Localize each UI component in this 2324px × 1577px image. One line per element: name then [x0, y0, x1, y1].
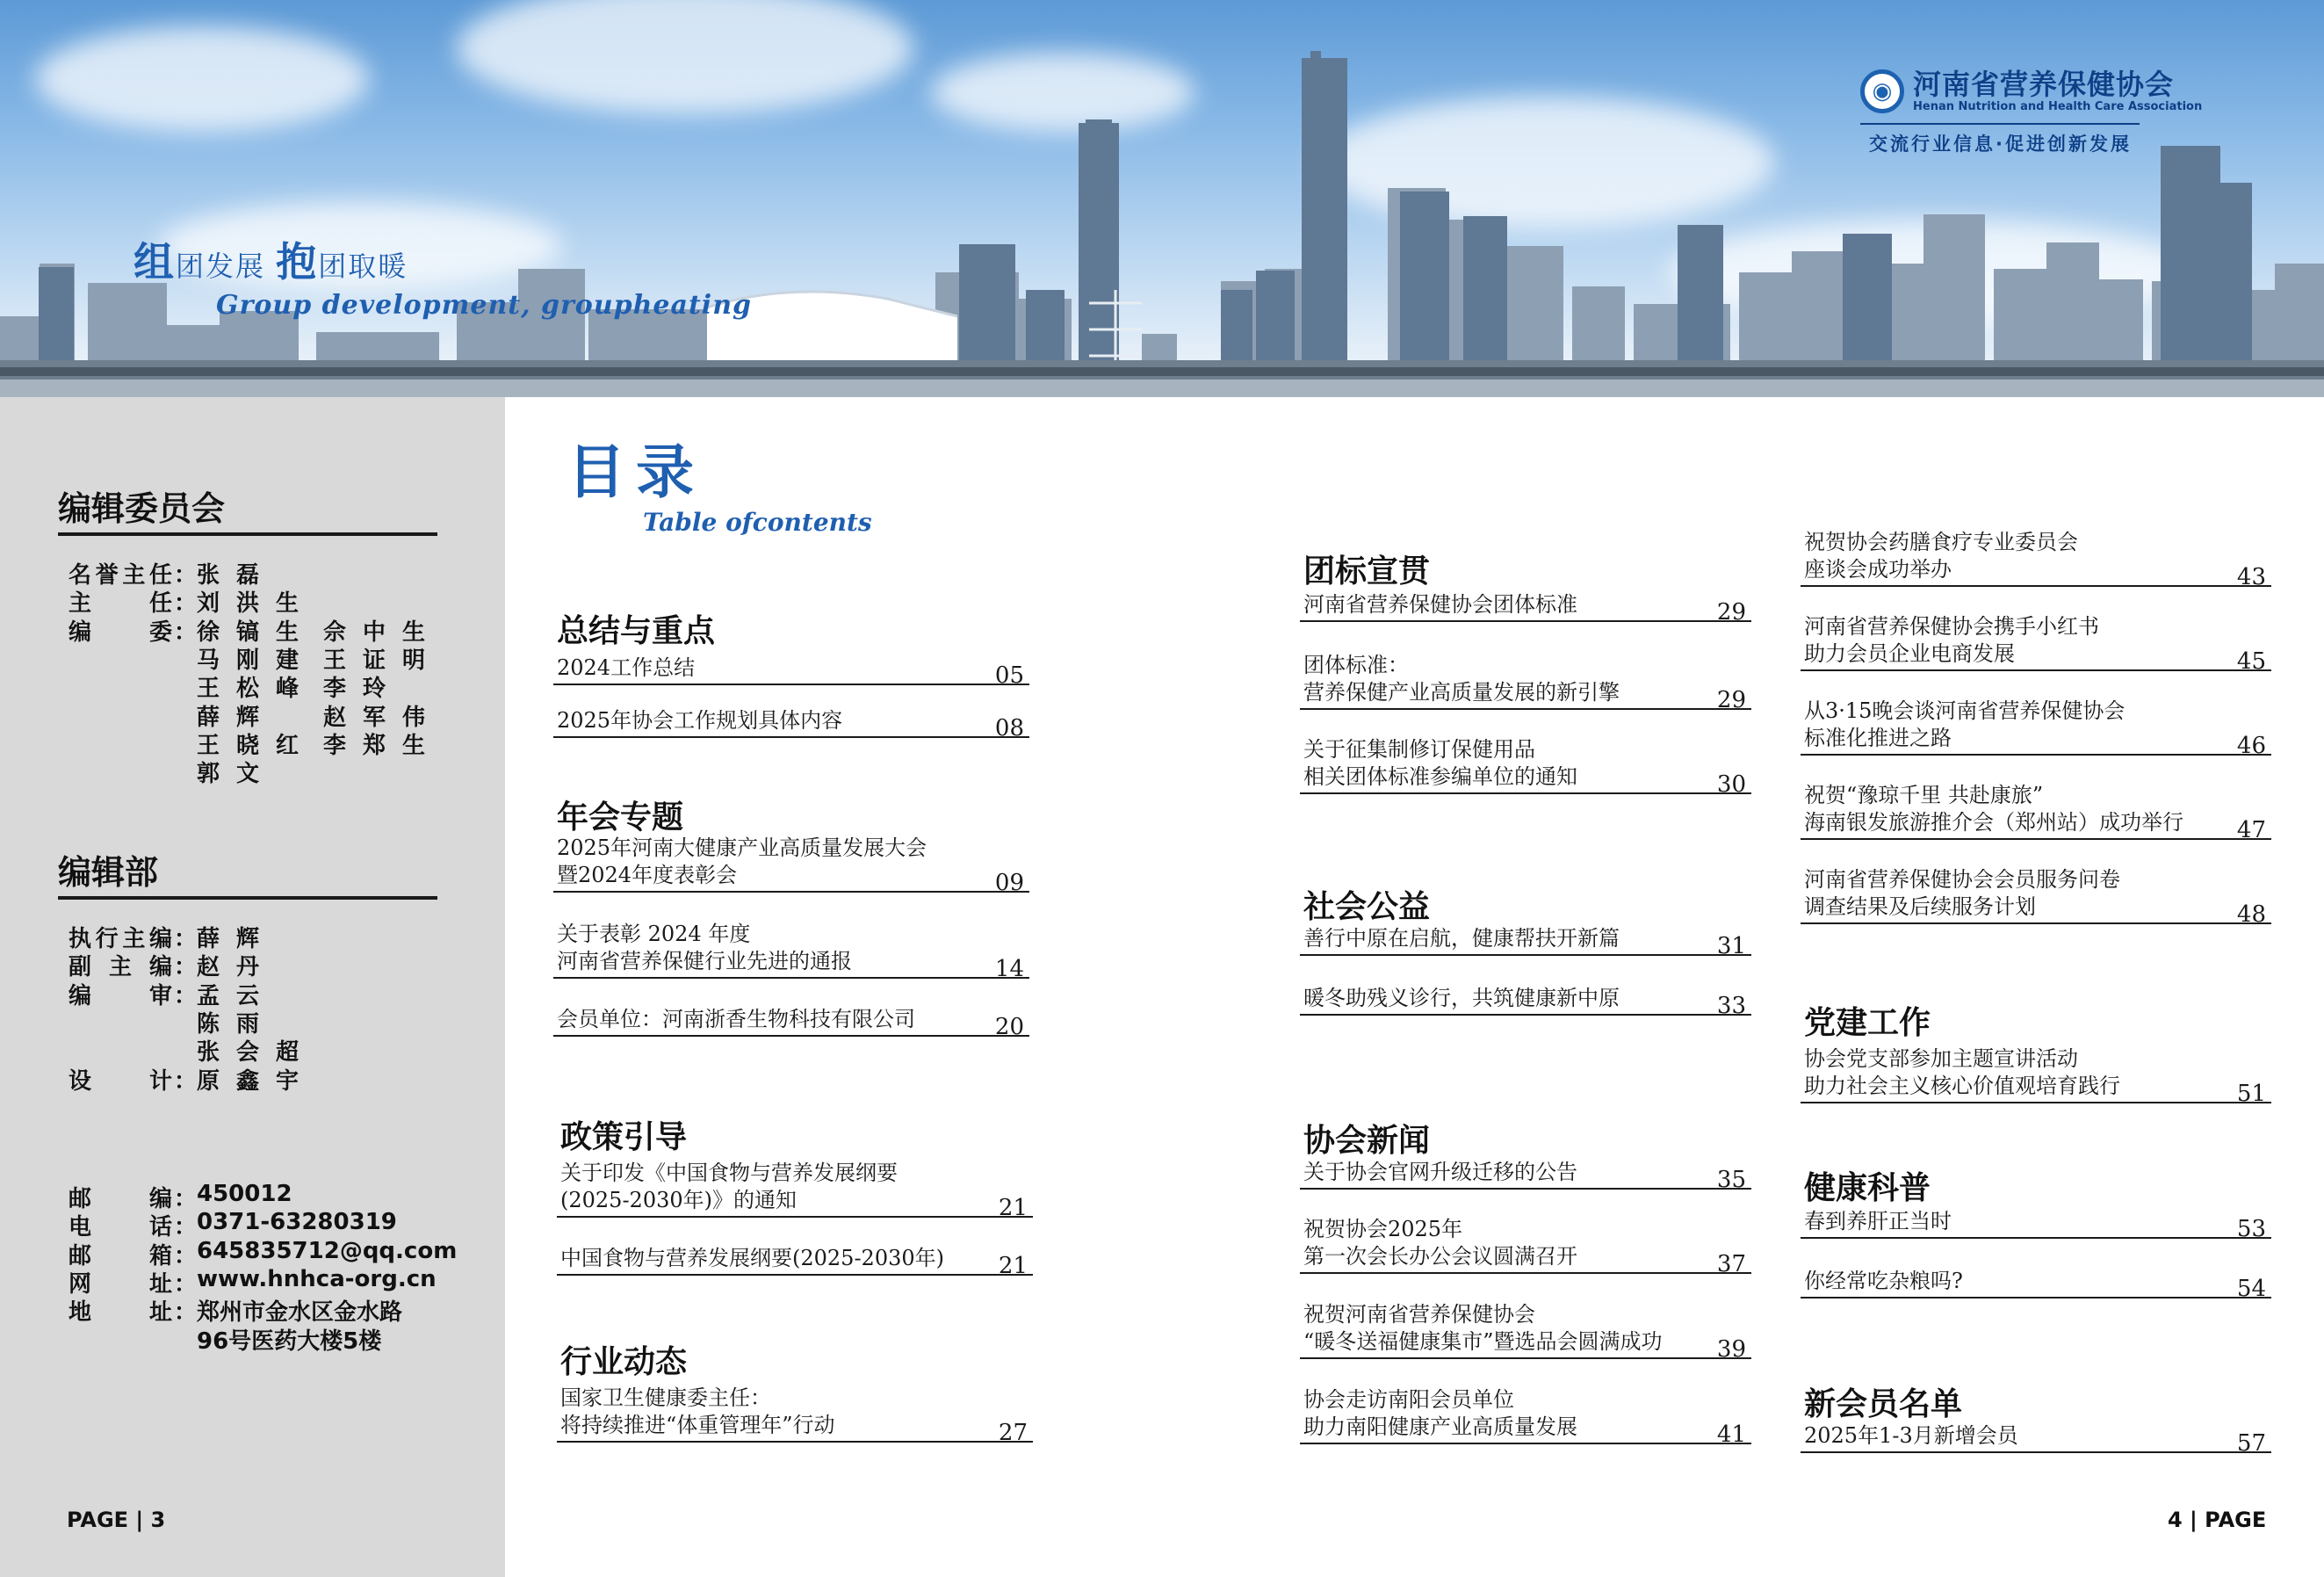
contact-value: 645835712@qq.com — [197, 1237, 458, 1264]
contact-value: 96号医药大楼5楼 — [197, 1327, 382, 1355]
toc-page-number: 45 — [2236, 648, 2266, 675]
association-logo — [1860, 69, 2202, 114]
toc-entry[interactable] — [1300, 1296, 1751, 1363]
toc-section-title: 新会员名单 — [1804, 1386, 1963, 1422]
dept-rule — [58, 896, 437, 900]
toc-section-title: 行业动态 — [560, 1344, 688, 1380]
toc-entry[interactable] — [1801, 524, 2271, 590]
toc-entry[interactable] — [1801, 692, 2271, 759]
toc-entry-title — [1804, 1268, 1963, 1295]
toc-entry-title — [1303, 591, 1577, 619]
toc-entry-line: 将持续推进“体重管理年”行动 — [560, 1413, 835, 1437]
toc-entry-title — [560, 1385, 835, 1439]
contact-value: 郑州市金水区金水路 — [197, 1299, 403, 1327]
toc-entry-line: 相关团体标准参编单位的通知 — [1303, 764, 1577, 789]
toc-entry-line: 关于表彰 2024 年度 — [557, 922, 751, 946]
dept-colon: ： — [174, 926, 198, 952]
toc-entry-title — [1804, 1045, 2120, 1100]
committee-name: 佘中生 — [323, 619, 443, 646]
toc-page-number: 14 — [994, 956, 1024, 982]
toc-page-number: 48 — [2236, 901, 2266, 928]
toc-page-number: 53 — [2236, 1216, 2266, 1242]
dept-label: 副主编 — [69, 954, 172, 981]
city-skyline — [0, 0, 2324, 397]
toc-entry[interactable] — [557, 1212, 1033, 1279]
dept-label: 设计 — [69, 1067, 172, 1095]
toc-entry[interactable] — [1300, 647, 1751, 713]
toc-entry[interactable] — [1300, 952, 1751, 1019]
logo-name: 河南省营养保健协会 — [1913, 68, 2175, 101]
contact-label: 电话 — [69, 1214, 172, 1241]
dept-label: 编审 — [69, 982, 172, 1009]
toc-entry-title — [1804, 1208, 1952, 1235]
toc-entry-line: (2025-2030年)》的通知 — [560, 1188, 797, 1212]
contact-label: 邮编 — [69, 1186, 172, 1212]
toc-page-number: 05 — [994, 662, 1024, 689]
toc-page-number: 41 — [1716, 1421, 1746, 1448]
toc-section-title: 总结与重点 — [557, 613, 716, 649]
logo-divider — [1860, 123, 2140, 125]
toc-page-number: 29 — [1716, 599, 1746, 626]
toc-entry-line: 海南银发旅游推介会（郑州站）成功举行 — [1804, 810, 2183, 835]
page-number-right: 4 | PAGE — [2168, 1508, 2267, 1532]
toc-entry[interactable] — [1801, 608, 2271, 675]
toc-subtitle: Table ofcontents — [643, 508, 872, 537]
committee-title: 编辑委员会 — [58, 489, 226, 528]
toc-entry-title — [557, 921, 852, 975]
motto-english: Group development, groupheating — [216, 290, 752, 321]
toc-entry[interactable] — [553, 829, 1029, 896]
toc-entry-line: 河南省营养保健行业先进的通报 — [557, 949, 852, 973]
toc-entry-line: 助力社会主义核心价值观培育践行 — [1804, 1074, 2120, 1098]
toc-entry-line: 标准化推进之路 — [1804, 726, 1952, 750]
toc-page-number: 21 — [998, 1253, 1028, 1279]
committee-name: 赵军伟 — [323, 704, 443, 731]
toc-entry-title — [1303, 985, 1620, 1012]
logo-english: Henan Nutrition and Health Care Association — [1913, 100, 2203, 113]
header-banner — [0, 0, 2324, 397]
toc-entry[interactable] — [1801, 1040, 2271, 1107]
toc-entry-line: 助力南阳健康产业高质量发展 — [1303, 1414, 1577, 1439]
toc-section-title: 健康科普 — [1804, 1170, 1931, 1206]
toc-page-number: 27 — [998, 1420, 1028, 1446]
toc-entry-title — [557, 1006, 915, 1033]
committee-label: 编委 — [69, 619, 172, 646]
toc-page-number: 51 — [2236, 1081, 2266, 1107]
committee-name: 郭文 — [197, 761, 277, 788]
toc-entry[interactable] — [1300, 893, 1751, 959]
contact-colon: ： — [174, 1299, 198, 1327]
toc-entry-title — [1804, 698, 2125, 752]
contact-label: 网址 — [69, 1270, 172, 1298]
toc-page-number: 31 — [1716, 933, 1746, 959]
toc-entry-line: 暖冬助残义诊行，共筑健康新中原 — [1303, 986, 1620, 1010]
toc-entry[interactable] — [1801, 777, 2271, 843]
toc-entry-line: 春到养肝正当时 — [1804, 1209, 1952, 1233]
toc-page-number: 39 — [1716, 1336, 1746, 1363]
dept-colon: ： — [174, 1067, 198, 1095]
motto-chinese: 组团发展 抱团取暖 — [134, 238, 408, 286]
toc-section-title: 团标宣贯 — [1303, 553, 1431, 590]
toc-entry-title — [1303, 1386, 1577, 1441]
toc-page-number: 29 — [1716, 687, 1746, 713]
toc-entry-line: 祝贺协会药膳食疗专业委员会 — [1804, 530, 2078, 554]
toc-page-number: 35 — [1716, 1167, 1746, 1193]
toc-entry[interactable] — [1300, 1126, 1751, 1193]
toc-entry-line: “暖冬送福健康集市”暨选品会圆满成功 — [1303, 1329, 1663, 1354]
toc-entry-line: 关于印发《中国食物与营养发展纲要 — [560, 1161, 898, 1185]
toc-section-title: 社会公益 — [1303, 889, 1431, 925]
contact-colon: ： — [174, 1242, 198, 1270]
committee-name: 刘洪生 — [197, 590, 316, 618]
toc-entry-title — [1303, 1159, 1577, 1186]
toc-entry[interactable] — [1300, 1211, 1751, 1277]
contact-label: 邮箱 — [69, 1242, 172, 1270]
committee-name: 李郑生 — [323, 732, 443, 759]
toc-entry-line: 国家卫生健康委主任： — [560, 1385, 771, 1410]
toc-entry-title — [1303, 1216, 1577, 1270]
dept-name: 孟云 — [197, 982, 277, 1009]
toc-entry-line: 助力会员企业电商发展 — [1804, 641, 2015, 666]
toc-entry-title — [1303, 736, 1577, 791]
toc-page-number: 30 — [1716, 771, 1746, 798]
dept-name: 张会超 — [197, 1039, 316, 1067]
dept-colon: ： — [174, 954, 198, 981]
contact-colon: ： — [174, 1214, 198, 1241]
toc-entry[interactable] — [553, 973, 1029, 1040]
logo-emblem-icon: ◉ — [1860, 69, 1904, 113]
toc-section-title: 年会专题 — [557, 799, 684, 836]
toc-entry-title — [1804, 782, 2183, 836]
contact-label: 地址 — [69, 1299, 172, 1327]
toc-page-number: 37 — [1716, 1251, 1746, 1277]
toc-entry[interactable] — [1801, 1235, 2271, 1302]
dept-name: 赵丹 — [197, 954, 277, 981]
toc-entry-title — [1303, 925, 1620, 952]
toc-entry-title — [560, 1160, 898, 1214]
toc-entry[interactable] — [1300, 731, 1751, 798]
toc-section-title: 政策引导 — [560, 1119, 688, 1155]
toc-page-number: 43 — [2236, 564, 2266, 590]
toc-entry[interactable] — [1801, 1176, 2271, 1242]
toc-entry-title — [560, 1245, 944, 1272]
contact-colon: ： — [174, 1270, 198, 1298]
toc-page-number: 54 — [2236, 1276, 2266, 1302]
committee-name: 徐镐生 — [197, 619, 316, 646]
toc-title: 目录 — [567, 438, 704, 506]
toc-entry[interactable] — [557, 1379, 1033, 1446]
toc-page-number: 57 — [2236, 1430, 2266, 1457]
dept-label: 执行主编 — [69, 926, 172, 952]
contact-value: 0371-63280319 — [197, 1209, 397, 1236]
dept-name: 陈雨 — [197, 1010, 277, 1038]
toc-page-number: 46 — [2236, 733, 2266, 759]
toc-entry-title — [557, 835, 927, 889]
committee-name: 王证明 — [323, 647, 443, 674]
toc-entry-title — [1804, 613, 2099, 668]
toc-entry[interactable] — [1801, 861, 2271, 928]
toc-entry-line: 协会党支部参加主题宣讲活动 — [1804, 1046, 2078, 1071]
toc-entry-line: 河南省营养保健协会团体标准 — [1303, 592, 1577, 617]
toc-entry-line: 2025年1-3月新增会员 — [1804, 1423, 2018, 1448]
contact-colon: ： — [174, 1186, 198, 1212]
toc-section-title: 协会新闻 — [1303, 1123, 1431, 1159]
toc-page-number: 20 — [994, 1014, 1024, 1040]
toc-entry-title — [1303, 1301, 1663, 1356]
committee-colon: ： — [174, 619, 198, 646]
committee-colon: ： — [174, 562, 198, 589]
toc-entry-line: 你经常吃杂粮吗? — [1804, 1269, 1963, 1293]
toc-page-number: 47 — [2236, 817, 2266, 843]
committee-name: 李玲 — [323, 676, 403, 703]
toc-entry-line: 团体标准： — [1303, 653, 1409, 677]
toc-entry-line: 祝贺河南省营养保健协会 — [1303, 1302, 1535, 1327]
committee-name: 张磊 — [197, 562, 277, 589]
toc-page-number: 08 — [994, 715, 1024, 741]
page-number-left: PAGE | 3 — [67, 1508, 166, 1532]
toc-entry[interactable] — [1300, 559, 1751, 626]
committee-name: 王晓红 — [197, 732, 316, 759]
committee-rule — [58, 532, 437, 536]
committee-label: 名誉主任 — [69, 562, 172, 589]
toc-entry-title — [1804, 529, 2078, 583]
dept-name: 原鑫宇 — [197, 1067, 316, 1095]
toc-entry-line: 河南省营养保健协会携手小红书 — [1804, 614, 2099, 639]
toc-entry-line: 关于协会官网升级迁移的公告 — [1303, 1160, 1577, 1184]
toc-page-number: 33 — [1716, 993, 1746, 1019]
toc-entry[interactable] — [553, 915, 1029, 982]
toc-entry-line: 2024工作总结 — [557, 655, 696, 680]
toc-entry-line: 善行中原在启航，健康帮扶开新篇 — [1303, 926, 1620, 951]
toc-entry-line: 2025年协会工作规划具体内容 — [557, 708, 843, 733]
toc-page-number: 09 — [994, 870, 1024, 896]
toc-entry-line: 祝贺协会2025年 — [1303, 1217, 1463, 1241]
toc-entry[interactable] — [557, 1154, 1033, 1221]
toc-entry-title — [1804, 1422, 2018, 1450]
contact-value: www.hnhca-org.cn — [197, 1265, 437, 1292]
toc-entry-line: 河南省营养保健协会会员服务问卷 — [1804, 867, 2120, 892]
committee-name: 马刚建 — [197, 647, 316, 674]
toc-entry[interactable] — [1300, 1381, 1751, 1448]
contact-value: 450012 — [197, 1181, 292, 1207]
committee-label: 主任 — [69, 590, 172, 618]
committee-name: 王松峰 — [197, 676, 316, 703]
toc-entry-line: 会员单位：河南浙香生物科技有限公司 — [557, 1007, 915, 1031]
toc-entry-line: 关于征集制修订保健用品 — [1303, 737, 1535, 762]
toc-entry-title — [1804, 866, 2120, 921]
committee-colon: ： — [174, 590, 198, 618]
toc-entry-line: 第一次会长办公会议圆满召开 — [1303, 1244, 1577, 1269]
logo-slogan: 交流行业信息·促进创新发展 — [1869, 134, 2132, 155]
toc-page-number: 21 — [998, 1195, 1028, 1221]
dept-title: 编辑部 — [58, 853, 159, 892]
toc-entry-line: 座谈会成功举办 — [1804, 557, 1952, 582]
dept-colon: ： — [174, 982, 198, 1009]
toc-entry-line: 中国食物与营养发展纲要(2025-2030年) — [560, 1246, 944, 1270]
toc-entry-line: 调查结果及后续服务计划 — [1804, 894, 2036, 919]
committee-name: 薛辉 — [197, 704, 277, 731]
toc-entry-line: 祝贺“豫琼千里 共赴康旅” — [1804, 783, 2044, 807]
toc-entry-title — [1303, 652, 1620, 706]
toc-entry[interactable] — [553, 675, 1029, 741]
toc-entry-line: 暨2024年度表彰会 — [557, 863, 738, 887]
toc-entry-line: 协会走访南阳会员单位 — [1303, 1387, 1514, 1412]
toc-entry[interactable] — [1801, 1390, 2271, 1457]
toc-section-title: 党建工作 — [1804, 1005, 1931, 1041]
toc-entry-title — [557, 707, 842, 734]
toc-entry-line: 2025年河南大健康产业高质量发展大会 — [557, 836, 927, 860]
dept-name: 薛辉 — [197, 926, 277, 952]
toc-entry-line: 从3·15晚会谈河南省营养保健协会 — [1804, 698, 2126, 723]
toc-entry-line: 营养保健产业高质量发展的新引擎 — [1303, 680, 1620, 705]
